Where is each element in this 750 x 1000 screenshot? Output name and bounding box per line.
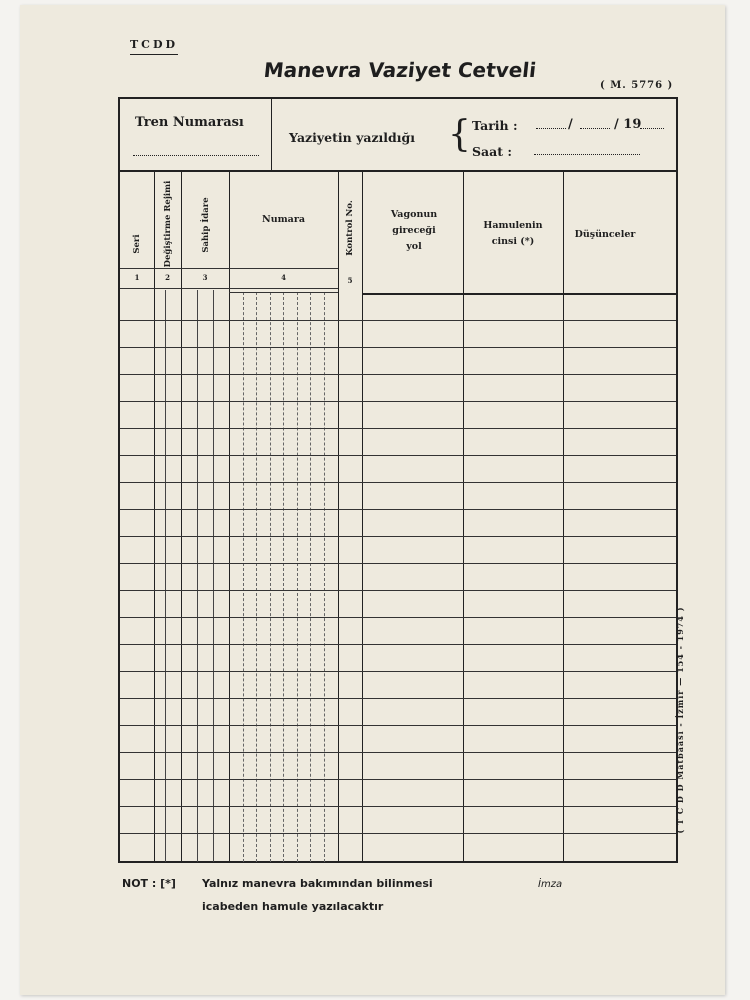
column-index: 2 bbox=[165, 273, 170, 282]
time-label: Saat : bbox=[472, 144, 512, 159]
date-year-prefix: / 19 bbox=[614, 117, 642, 132]
top-box-divider bbox=[118, 170, 678, 172]
index-row-bottom bbox=[120, 288, 338, 289]
column-header-hamulenin: Hamulenin cinsi (*) bbox=[483, 220, 543, 247]
subcolumn-line bbox=[197, 290, 198, 862]
column-divider bbox=[563, 170, 564, 862]
table-row-line bbox=[120, 698, 676, 699]
date-month-field[interactable] bbox=[580, 118, 610, 129]
subcolumn-line bbox=[165, 290, 166, 862]
header-bottom-line bbox=[362, 293, 677, 295]
table-row-line bbox=[120, 482, 676, 483]
column-divider bbox=[338, 170, 339, 862]
table-row-line bbox=[120, 374, 676, 375]
number-digit-guide bbox=[310, 292, 311, 862]
written-when-label: Yaziyetin yazıldığı bbox=[289, 130, 416, 145]
column-header-seri: Seri bbox=[132, 234, 142, 254]
table-row-line bbox=[120, 536, 676, 537]
table-row-line bbox=[120, 347, 676, 348]
table-row-line bbox=[120, 401, 676, 402]
column-header-vagonun: Vagonun gireceği yol bbox=[390, 209, 438, 252]
date-label: Tarih : bbox=[472, 118, 518, 133]
form-code: ( M. 5776 ) bbox=[600, 80, 674, 91]
number-digit-guide bbox=[270, 292, 271, 862]
index-row-top bbox=[120, 268, 338, 269]
column-header-dusunceler: Düşünceler bbox=[574, 229, 636, 240]
brace-symbol: { bbox=[448, 114, 471, 155]
table-row-line bbox=[120, 563, 676, 564]
column-index: 4 bbox=[281, 273, 286, 282]
train-number-label: Tren Numarası bbox=[135, 115, 244, 130]
note-label: NOT : [*] bbox=[122, 877, 176, 890]
date-year-field[interactable] bbox=[640, 118, 664, 129]
number-digit-guide bbox=[324, 292, 325, 862]
form-title: Manevra Vaziyet Cetveli bbox=[262, 58, 538, 82]
note-line-2: icabeden hamule yazılacaktır bbox=[202, 900, 384, 913]
number-digit-guide bbox=[283, 292, 284, 862]
table-row-line bbox=[120, 725, 676, 726]
date-slash: / bbox=[568, 117, 573, 132]
number-digit-guide bbox=[297, 292, 298, 862]
table-row-line bbox=[120, 509, 676, 510]
table-row-line bbox=[120, 671, 676, 672]
subcolumn-line bbox=[213, 290, 214, 862]
column-index: 3 bbox=[202, 273, 208, 282]
table-row-line bbox=[120, 590, 676, 591]
train-number-field[interactable] bbox=[133, 155, 259, 156]
table-row-line bbox=[120, 617, 676, 618]
number-digit-guide bbox=[256, 292, 257, 862]
column-index: 5 bbox=[347, 276, 353, 285]
table-row-line bbox=[120, 779, 676, 780]
date-day-field[interactable] bbox=[536, 118, 566, 129]
table-row-line bbox=[120, 806, 676, 807]
table-row-line bbox=[120, 833, 676, 834]
time-field[interactable] bbox=[534, 144, 640, 155]
table-row-line bbox=[120, 644, 676, 645]
top-box-separator bbox=[271, 99, 272, 170]
signature-label: İmza bbox=[538, 879, 563, 890]
number-digit-guide bbox=[243, 292, 244, 862]
column-index: 1 bbox=[134, 273, 140, 282]
number-subheader-line bbox=[229, 292, 338, 293]
organization-label: TCDD bbox=[130, 38, 178, 55]
table-row-line bbox=[120, 455, 676, 456]
table-row-line bbox=[120, 428, 676, 429]
column-header-sahip-idare: Sahip İdare bbox=[201, 197, 211, 253]
column-divider bbox=[463, 170, 464, 862]
column-header-numara: Numara bbox=[262, 214, 305, 225]
column-header-kontrol: Kontrol No. bbox=[345, 200, 355, 256]
printer-imprint: ( T C D D Matbaası - İzmir — 154 - 1974 ) bbox=[675, 606, 685, 834]
table-row-line bbox=[120, 752, 676, 753]
note-line-1: Yalnız manevra bakımından bilinmesi bbox=[202, 877, 433, 890]
column-header-degistirme: Değiştirme Rejimi bbox=[163, 180, 173, 268]
table-row-line bbox=[120, 320, 676, 321]
column-divider bbox=[362, 170, 363, 862]
